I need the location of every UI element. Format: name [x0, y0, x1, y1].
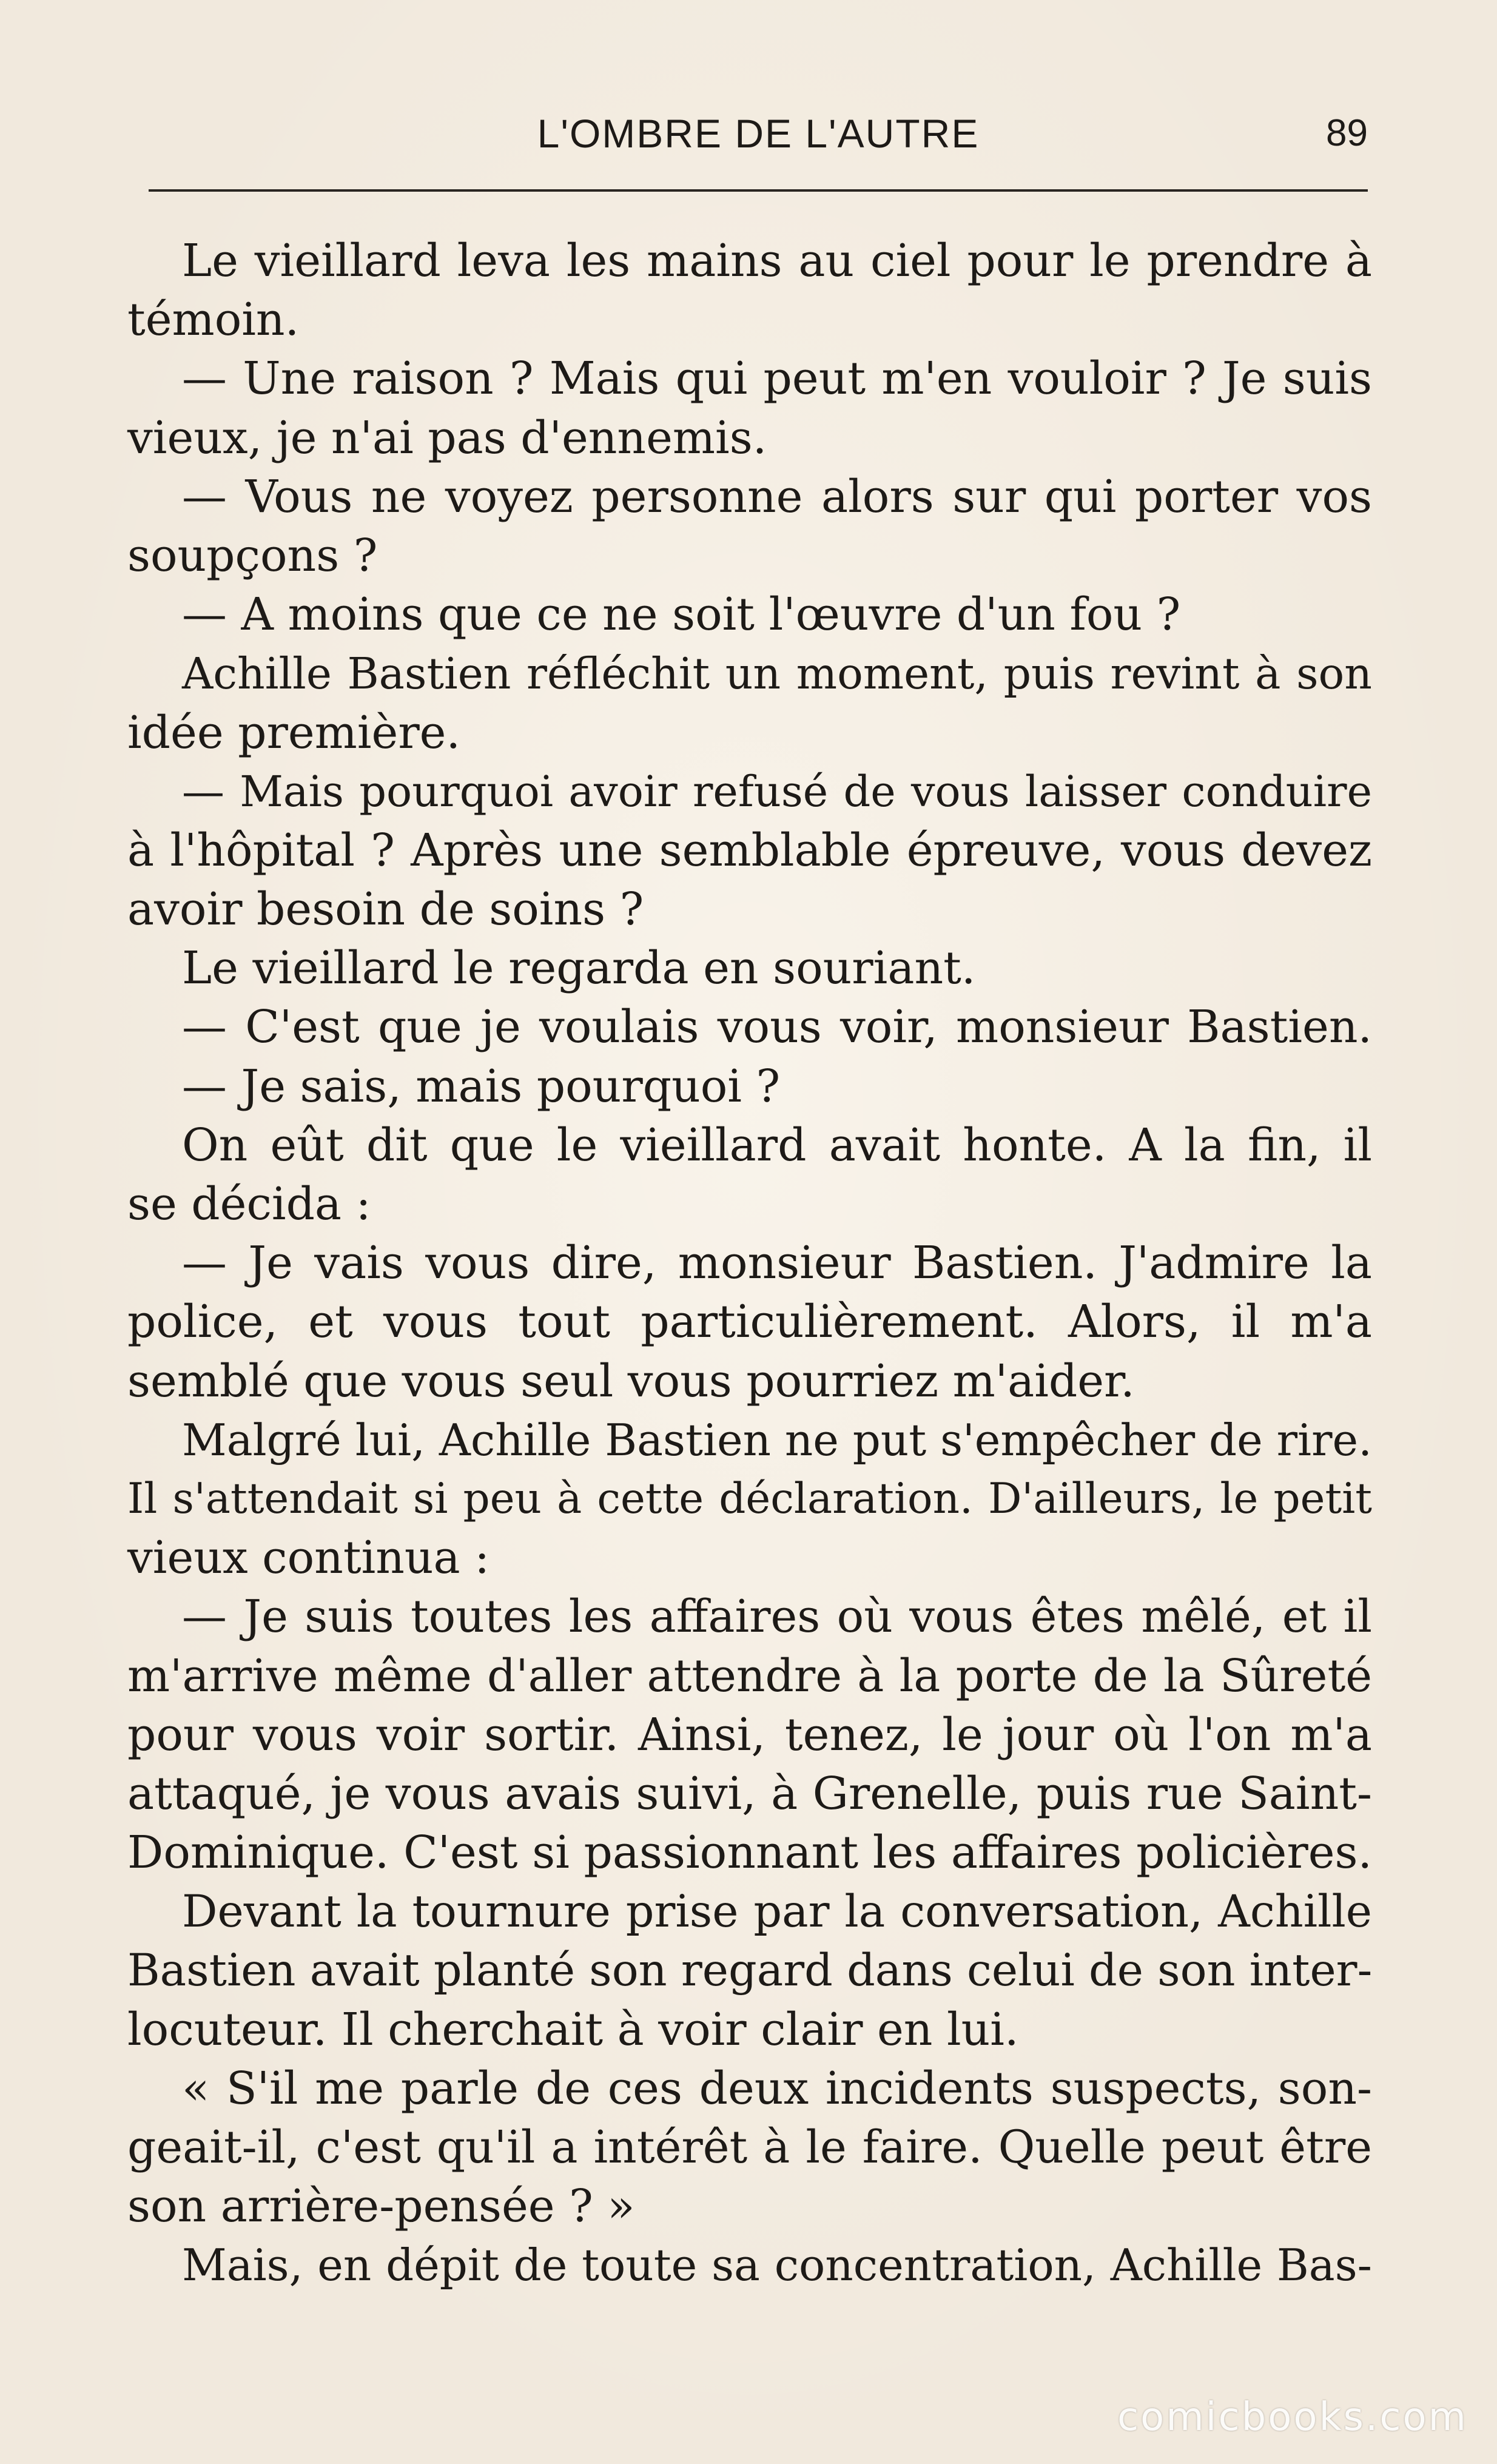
text-line: — Une raison ? Mais qui peut m'en vouloir ? Je suis: [182, 352, 1372, 405]
text-line: son arrière-pensée ? »: [127, 2180, 635, 2233]
watermark: comicbooks.com: [1117, 2395, 1468, 2440]
text-line: Achille Bastien réfléchit un moment, puis revint à son: [182, 648, 1372, 699]
text-line: Le vieillard le regarda en souriant.: [182, 942, 976, 995]
text-line: — Je sais, mais pourquoi ?: [182, 1060, 781, 1113]
text-line: Mais, en dépit de toute sa concentration, Achille Bas-: [182, 2240, 1372, 2291]
text-line: avoir besoin de soins ?: [127, 883, 644, 936]
text-line: idée première.: [127, 706, 461, 759]
text-line: — Je suis toutes les affaires où vous êtes mêlé, et il: [182, 1590, 1372, 1643]
text-line: Devant la tournure prise par la conversation, Achille: [182, 1886, 1372, 1938]
text-line: m'arrive même d'aller attendre à la porte de la Sûreté: [127, 1649, 1372, 1702]
text-line: — Je vais vous dire, monsieur Bastien. J'admire la: [182, 1237, 1372, 1290]
text-line: semblé que vous seul vous pourriez m'aider.: [127, 1355, 1135, 1407]
text-line: — Vous ne voyez personne alors sur qui porter vos: [182, 470, 1372, 523]
text-line: soupçons ?: [127, 529, 378, 582]
text-line: pour vous voir sortir. Ainsi, tenez, le jour où l'on m'a: [127, 1708, 1372, 1761]
text-line: Le vieillard leva les mains au ciel pour le prendre à: [182, 235, 1372, 287]
page-header: [149, 103, 1368, 170]
body-text: [127, 232, 1372, 2295]
text-line: — A moins que ce ne soit l'œuvre d'un fou ?: [182, 588, 1181, 641]
text-line: — Mais pourquoi avoir refusé de vous laisser conduire: [182, 766, 1372, 816]
text-line: Il s'attendait si peu à cette déclaration. D'ailleurs, le petit: [127, 1474, 1372, 1523]
text-line: police, et vous tout particulièrement. Alors, il m'a: [127, 1296, 1372, 1348]
text-line: locuteur. Il cherchait à voir clair en lui.: [127, 2003, 1019, 2056]
text-line: attaqué, je vous avais suivi, à Grenelle, puis rue Saint-: [127, 1767, 1372, 1820]
text-line: vieux continua :: [127, 1532, 490, 1584]
running-title: L'OMBRE DE L'AUTRE: [537, 111, 980, 156]
text-line: geait-il, c'est qu'il a intérêt à le faire. Quelle peut être: [127, 2121, 1372, 2173]
text-line: Dominique. C'est si passionnant les affaires policières.: [127, 1826, 1372, 1879]
text-line: vieux, je n'ai pas d'ennemis.: [127, 411, 767, 464]
text-line: « S'il me parle de ces deux incidents suspects, son-: [182, 2062, 1372, 2115]
text-line: se décida :: [127, 1178, 371, 1230]
text-line: témoin.: [127, 294, 300, 346]
text-line: à l'hôpital ? Après une semblable épreuve, vous devez: [127, 824, 1372, 877]
text-line: Malgré lui, Achille Bastien ne put s'empêcher de rire.: [182, 1414, 1372, 1466]
page-number: 89: [1326, 112, 1368, 154]
text-line: On eût dit que le vieillard avait honte. A la fin, il: [182, 1119, 1372, 1171]
header-rule: [149, 189, 1368, 192]
text-line: — C'est que je voulais vous voir, monsieur Bastien.: [182, 1001, 1372, 1054]
text-line: Bastien avait planté son regard dans celui de son inter-: [127, 1945, 1373, 1997]
